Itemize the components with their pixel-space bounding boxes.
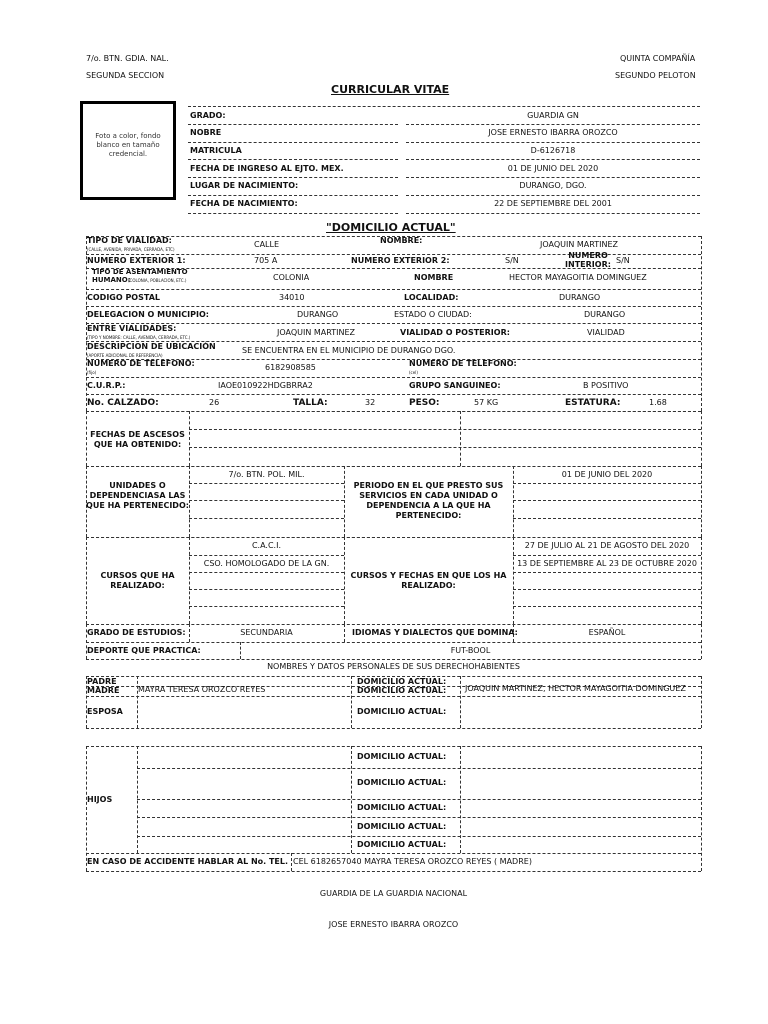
telefono-cel-hint: (cel): [409, 370, 418, 375]
hijo-4-domicilio-label: DOMICILIO ACTUAL:: [357, 822, 447, 831]
delegacion-label: DELEGACION O MUNICIPIO:: [87, 310, 209, 319]
madre-domicilio-value: JOAQUIN MARTINEZ, HECTOR MAYAGOITIA DOMINGUEZ: [465, 684, 686, 693]
emergencia-value: CEL 6182657040 MAYRA TERESA OROZCO REYES ( MADRE): [293, 857, 532, 866]
unidad-1-value: 7/o. BTN. POL. MIL.: [228, 470, 305, 479]
company-name: QUINTA COMPAÑÍA: [620, 54, 696, 63]
localidad-label: LOCALIDAD:: [404, 293, 459, 302]
curso-fecha-1-value: 27 DE JULIO AL 21 DE AGOSTO DEL 2020: [524, 541, 690, 550]
estatura-value: 1.68: [649, 398, 667, 407]
madre-domicilio-label: DOMICILIO ACTUAL:: [357, 686, 447, 695]
curso-fecha-2-value: 13 DE SEPTIEMBRE AL 23 DE OCTUBRE 2020: [517, 559, 697, 568]
asentamiento-hint: (COLONIA, POBLACION, ETC.): [128, 278, 187, 283]
fecha-nac-value: 22 DE SEPTIEMBRE DEL 2001: [494, 199, 612, 208]
unidades-label: UNIDADES O DEPENDENCIASA LAS QUE HA PERTENECIDO:: [86, 481, 189, 510]
padre-domicilio-label: DOMICILIO ACTUAL:: [357, 677, 447, 686]
hijo-2-domicilio-label: DOMICILIO ACTUAL:: [357, 778, 447, 787]
num-ext1-label: NUMERO EXTERIOR 1:: [87, 256, 186, 265]
madre-value: MAYRA TERESA OROZCO REYES: [138, 685, 266, 694]
asentamiento-value: COLONIA: [273, 273, 310, 282]
grado-estudios-value: SECUNDARIA: [240, 628, 293, 637]
cp-value: 34010: [279, 293, 305, 302]
cursos-fechas-label: CURSOS Y FECHAS EN QUE LOS HA REALIZADO:: [350, 571, 507, 590]
page-title: CURRICULAR VITAE: [331, 83, 450, 96]
telefono-fijo-value: 6182908585: [265, 363, 316, 372]
localidad-value: DURANGO: [559, 293, 601, 302]
matricula-label: MATRICULA: [190, 146, 242, 155]
matricula-value: D-6126718: [530, 146, 576, 155]
calzado-value: 26: [209, 398, 220, 407]
idiomas-value: ESPAÑOL: [588, 628, 626, 637]
talla-value: 32: [365, 398, 376, 407]
num-ext2-label: NUMERO EXTERIOR 2:: [351, 256, 450, 265]
posterior-label: VIALIDAD O POSTERIOR:: [400, 328, 510, 337]
section-name: SEGUNDA SECCION: [86, 71, 165, 80]
estatura-label: ESTATURA:: [565, 398, 621, 408]
ingreso-value: 01 DE JUNIO DEL 2020: [507, 164, 599, 173]
curp-value: IAOE010922HDGBRRA2: [218, 381, 313, 390]
fecha-nac-label: FECHA DE NACIMIENTO:: [190, 199, 298, 208]
padre-label: PADRE: [87, 677, 117, 686]
delegacion-value: DURANGO: [297, 310, 339, 319]
periodo-label: PERIODO EN EL QUE PRESTO SUS SERVICIOS EN CADA UNIDAD O DEPENDENCIA A LA QUE HA PERTENECIDO:: [353, 481, 504, 520]
ascensos-label: FECHAS DE ASCESOS QUE HA OBTENIDO:: [90, 430, 185, 449]
sangre-value: B POSITIVO: [583, 381, 629, 390]
photo-instructions: Foto a color, fondo blanco en tamaño credencial.: [95, 132, 161, 158]
deporte-value: FUT-BOOL: [450, 646, 491, 655]
signature-name: JOSE ERNESTO IBARRA OROZCO: [328, 920, 459, 929]
talla-label: TALLA:: [293, 398, 328, 408]
estado-value: DURANGO: [584, 310, 626, 319]
curso-2-value: CSO. HOMOLOGADO DE LA GN.: [203, 559, 330, 568]
periodo-1-value: 01 DE JUNIO DEL 2020: [561, 470, 653, 479]
telefono-fijo-label: NUMERO DE TELEFONO:: [87, 359, 195, 368]
curp-label: C.U.R.P.:: [87, 381, 126, 390]
num-int-label: NUMERO INTERIOR:: [565, 251, 611, 269]
asentamiento-label: TIPO DE ASENTAMIENTO HUMANO:: [92, 268, 188, 284]
hijo-3-domicilio-label: DOMICILIO ACTUAL:: [357, 803, 447, 812]
num-ext2-value: S/N: [505, 256, 519, 265]
unit-name: 7/o. BTN. GDIA. NAL.: [86, 54, 169, 63]
grado-label: GRADO:: [190, 111, 226, 120]
domicilio-title: "DOMICILIO ACTUAL": [326, 221, 456, 234]
tipo-vialidad-value: CALLE: [254, 240, 280, 249]
peso-label: PESO:: [409, 398, 440, 408]
idiomas-label: IDIOMAS Y DIALECTOS QUE DOMINA:: [352, 628, 518, 637]
nombre-value: JOSE ERNESTO IBARRA OROZCO: [488, 128, 618, 137]
hijo-1-domicilio-label: DOMICILIO ACTUAL:: [357, 752, 447, 761]
grado-value: GUARDIA GN: [527, 111, 579, 120]
peso-value: 57 KG: [474, 398, 499, 407]
sangre-label: GRUPO SANGUINEO:: [409, 381, 501, 390]
esposa-domicilio-label: DOMICILIO ACTUAL:: [357, 707, 447, 716]
platoon-name: SEGUNDO PELOTON: [615, 71, 696, 80]
cursos-label: CURSOS QUE HA REALIZADO:: [100, 571, 175, 590]
entre-vialidades-label: ENTRE VIALIDADES:: [87, 324, 177, 333]
entre-vialidades-hint: (TIPO Y NOMBRE: CALLE, AVENIDA, CERRADA, ETC.): [87, 335, 191, 340]
telefono-fijo-hint: (fijo): [87, 370, 97, 375]
entre-vialidades-value: JOAQUIN MARTINEZ: [277, 328, 356, 337]
asentamiento-nombre-label: NOMBRE: [414, 273, 454, 282]
lugar-value: DURANGO, DGO.: [519, 181, 587, 190]
signature-rank: GUARDIA DE LA GUARDIA NACIONAL: [319, 889, 468, 898]
curso-1-value: C.A.C.I.: [251, 541, 282, 550]
vialidad-nombre-label: NOMBRE:: [380, 236, 423, 245]
photo-placeholder: [80, 101, 176, 200]
tipo-vialidad-hint: (CALLE, AVENIDA, PRIVADA, CERRADA, ETC): [87, 247, 175, 252]
ubicacion-label: DESCRIPCION DE UBICACIÓN: [87, 342, 216, 351]
derechohabientes-title: NOMBRES Y DATOS PERSONALES DE SUS DERECHOHABIENTES: [267, 662, 520, 671]
emergencia-label: EN CASO DE ACCIDENTE HABLAR AL No. TEL.: [87, 857, 289, 866]
ubicacion-hint: (APORTE ADICIONAL DE REFERENCIA): [87, 353, 163, 358]
deporte-label: DEPORTE QUE PRACTICA:: [87, 646, 201, 655]
asentamiento-nombre-value: HECTOR MAYAGOITIA DOMINGUEZ: [509, 273, 647, 282]
lugar-label: LUGAR DE NACIMIENTO:: [190, 181, 299, 190]
num-ext1-value: 705 A: [254, 256, 278, 265]
nombre-label: NOBRE: [190, 128, 222, 137]
hijo-5-domicilio-label: DOMICILIO ACTUAL:: [357, 840, 447, 849]
hijos-label: HIJOS: [87, 795, 113, 804]
calzado-label: No. CALZADO:: [87, 398, 159, 408]
ingreso-label: FECHA DE INGRESO AL EJTO. MEX.: [190, 164, 344, 173]
cp-label: CODIGO POSTAL: [87, 293, 160, 302]
grado-estudios-label: GRADO DE ESTUDIOS:: [87, 628, 186, 637]
vialidad-nombre-value: JOAQUIN MARTINEZ: [540, 240, 619, 249]
madre-label: MADRE: [87, 686, 120, 695]
posterior-value: VIALIDAD: [587, 328, 625, 337]
esposa-label: ESPOSA: [87, 707, 123, 716]
tipo-vialidad-label: TIPO DE VIALIDAD:: [87, 236, 172, 245]
num-int-value: S/N: [616, 256, 630, 265]
estado-label: ESTADO O CIUDAD:: [394, 310, 472, 319]
telefono-cel-label: NUMERO DE TELEFONO:: [409, 359, 517, 368]
ubicacion-value: SE ENCUENTRA EN EL MUNICIPIO DE DURANGO DGO.: [242, 346, 456, 355]
